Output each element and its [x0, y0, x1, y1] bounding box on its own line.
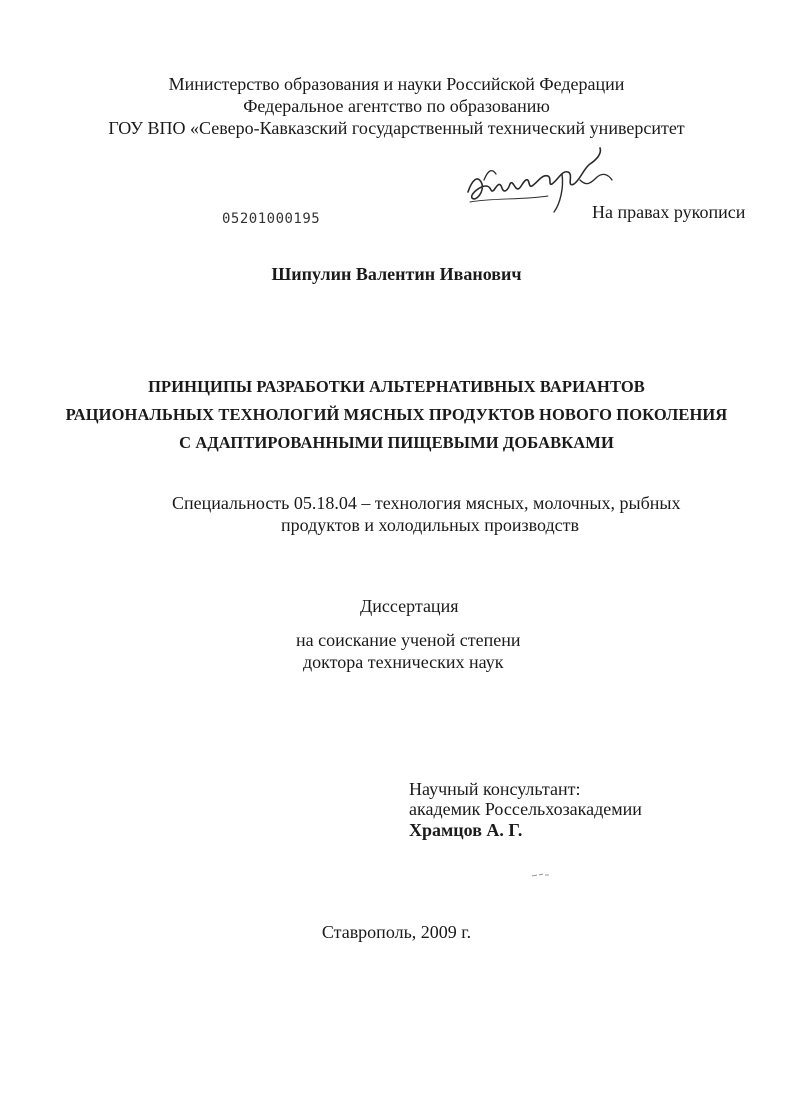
- author-name: Шипулин Валентин Иванович: [271, 264, 522, 284]
- title-line-2: РАЦИОНАЛЬНЫХ ТЕХНОЛОГИЙ МЯСНЫХ ПРОДУКТОВ НОВОГО ПОКОЛЕНИЯ: [65, 405, 728, 424]
- place-year: Ставрополь, 2009 г.: [321, 922, 472, 942]
- scan-speck: [531, 872, 551, 878]
- specialty-line-1: Специальность 05.18.04 – технология мясных, молочных, рыбных: [172, 493, 681, 513]
- work-type-label: Диссертация: [360, 596, 459, 616]
- registry-number: 05201000195: [222, 211, 321, 227]
- title-line-3: С АДАПТИРОВАННЫМИ ПИЩЕВЫМИ ДОБАВКАМИ: [179, 433, 614, 452]
- consultant-name: Храмцов А. Г.: [409, 820, 523, 840]
- consultant-title: академик Россельхозакадемии: [409, 799, 642, 819]
- manuscript-rights: На правах рукописи: [592, 202, 746, 222]
- degree-line-2: доктора технических наук: [303, 652, 504, 672]
- degree-line-1: на соискание ученой степени: [296, 630, 521, 650]
- university-name: ГОУ ВПО «Северо-Кавказский государственный технический университет: [108, 118, 685, 138]
- agency-name: Федеральное агентство по образованию: [243, 96, 550, 116]
- consultant-label: Научный консультант:: [409, 779, 581, 799]
- title-line-1: ПРИНЦИПЫ РАЗРАБОТКИ АЛЬТЕРНАТИВНЫХ ВАРИАНТОВ: [148, 377, 645, 396]
- ministry-name: Министерство образования и науки Российской Федерации: [168, 74, 625, 94]
- specialty-line-2: продуктов и холодильных производств: [281, 515, 580, 535]
